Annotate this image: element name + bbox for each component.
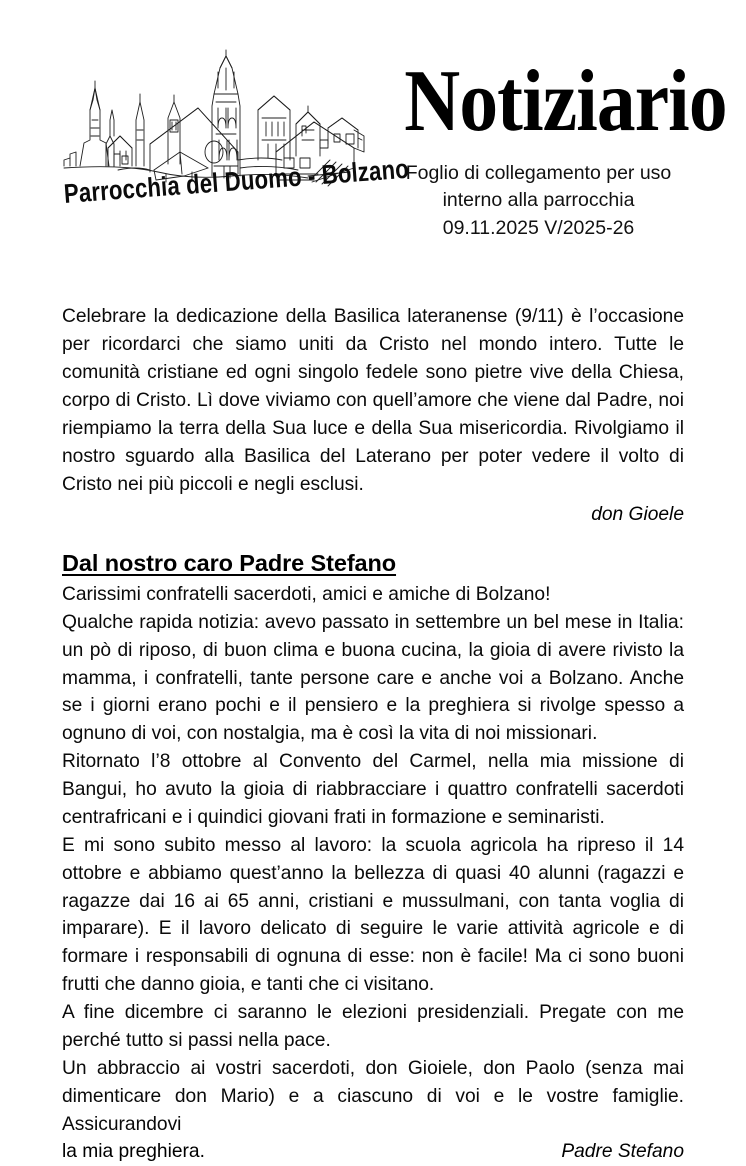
section-heading-padre-stefano: Dal nostro caro Padre Stefano — [62, 549, 397, 576]
letter-signature: Padre Stefano — [561, 1141, 684, 1163]
letter-paragraph: Ritornato l’8 ottobre al Convento del Carmel, nella mia missione di Bangui, ho avuto la gioia di riabbracciare i quattro confratelli sacerdoti centrafricani e i quindici giovani frati in formazione e seminaristi. — [62, 751, 684, 828]
editorial-paragraph: Celebrare la dedicazione della Basilica lateranense (9/11) è l’occasione per ricordarci che siamo uniti da Cristo nel mondo intero. Tutte le comunità cristiane ed ogni singolo fedele sono pietre vive della Chiesa, corpo di Cristo. Lì dove viviamo con quell’amore che viene dal Padre, noi riempiamo la terra della Sua luce e della Sua misericordia. Rivolgiamo il nostro sguardo alla Basilica del Laterano per poter vedere il volto di Cristo nei più piccoli e negli esclusi. — [62, 306, 684, 495]
letter-paragraph: Carissimi confratelli sacerdoti, amici e amiche di Bolzano! — [62, 583, 551, 605]
issue-date: 09.11.2025 V/2025-26 — [442, 216, 635, 239]
page-title: Notiziario — [404, 53, 727, 150]
letter-paragraph: E mi sono subito messo al lavoro: la scuola agricola ha ripreso il 14 ottobre e abbiamo quest’anno la bellezza di quasi 40 alunni (ragazzi e ragazze dai 16 ai 65 anni, cristiani e mussulmani, con tanta voglia di imparare). E il lavoro delicato di seguire le varie attività agricole e di formare i responsabili di ognuna di esse: non è facile! Ma ci sono buoni frutti che danno gioia, e tanti che ci visitano. — [62, 834, 684, 996]
letter-paragraph: Qualche rapida notizia: avevo passato in settembre un bel mese in Italia: un pò di riposo, di buon clima e buona cucina, la gioia di avere rivisto la mamma, i confratelli, tante persone care e anche voi a Bolzano. Anche se i giorni erano pochi e il pensiero e la preghiera si rivolge spesso a ognuno di voi, con nostalgia, ma è così la vita di noi missionari. — [62, 611, 684, 745]
masthead-subtitle — [386, 160, 691, 243]
letter-paragraph: Un abbraccio ai vostri sacerdoti, don Gioiele, don Paolo (senza mai dimenticare don Mario) e a ciascuno di voi e le vostre famiglie. Assicurandovi — [62, 1057, 684, 1135]
subtitle-line-1: Foglio di collegamento per uso — [405, 161, 672, 184]
subtitle-line-2: interno alla parrocchia — [442, 189, 635, 212]
masthead — [0, 0, 746, 275]
logo-caption: Parrocchia del Duomo - Bolzano — [62, 153, 410, 209]
title-block — [386, 53, 727, 243]
letter-closing-line — [62, 1138, 684, 1166]
parish-logo — [62, 48, 410, 263]
letter-body — [62, 581, 684, 1166]
letter-paragraph: A fine dicembre ci saranno le elezioni presidenziali. Pregate con me perché tutto si passi nella pace. — [62, 1002, 684, 1051]
letter-closing-text: la mia preghiera. — [62, 1141, 205, 1163]
article-content — [62, 303, 684, 1166]
editorial-signature: don Gioele — [591, 503, 684, 525]
